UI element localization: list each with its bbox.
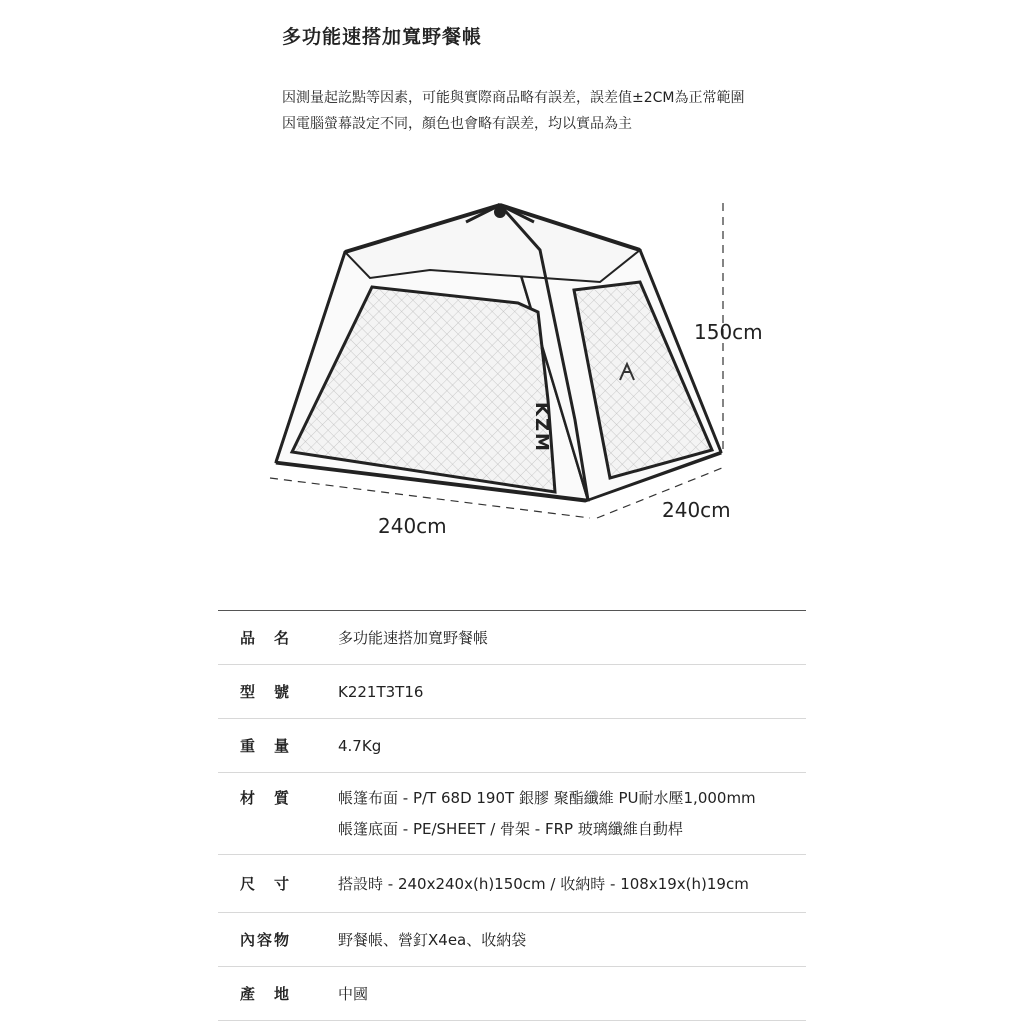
spec-label: 產 地 bbox=[240, 985, 292, 1003]
spec-row-weight bbox=[218, 719, 806, 773]
spec-value: 4.7Kg bbox=[338, 736, 382, 755]
measurement-note: 因測量起訖點等因素，可能與實際商品略有誤差，誤差值±2CM為正常範圍 bbox=[282, 90, 745, 106]
spec-label: 材 質 bbox=[240, 789, 292, 807]
spec-row-contents bbox=[218, 913, 806, 967]
spec-value: 帳篷布面 - P/T 68D 190T 銀膠 聚酯纖維 PU耐水壓1,000mm bbox=[338, 789, 756, 807]
kzm-brand-text: KZM bbox=[531, 402, 552, 453]
depth-label: 240cm bbox=[662, 498, 731, 522]
spec-label: 品 名 bbox=[240, 629, 292, 647]
color-note: 因電腦螢幕設定不同，顏色也會略有誤差，均以實品為主 bbox=[282, 116, 632, 132]
spec-value: K221T3T16 bbox=[338, 682, 424, 701]
product-title: 多功能速搭加寬野餐帳 bbox=[282, 26, 483, 48]
spec-value: 野餐帳、營釘X4ea、收納袋 bbox=[338, 931, 527, 949]
spec-row-origin bbox=[218, 967, 806, 1021]
spec-row-model bbox=[218, 665, 806, 719]
spec-row-material bbox=[218, 773, 806, 855]
tent-illustration bbox=[276, 205, 721, 500]
height-label: 150cm bbox=[694, 320, 763, 344]
spec-value: 帳篷底面 - PE/SHEET / 骨架 - FRP 玻璃纖維自動桿 bbox=[338, 820, 683, 838]
spec-row-size bbox=[218, 855, 806, 913]
spec-label: 內容物 bbox=[240, 931, 292, 949]
spec-label: 尺 寸 bbox=[240, 875, 292, 893]
spec-value: 搭設時 - 240x240x(h)150cm / 收納時 - 108x19x(h)19cm bbox=[338, 875, 749, 893]
spec-row-name bbox=[218, 611, 806, 665]
spec-value: 中國 bbox=[338, 985, 369, 1003]
spec-table bbox=[218, 610, 806, 1021]
width-label: 240cm bbox=[378, 514, 447, 538]
spec-label: 重 量 bbox=[240, 737, 292, 755]
spec-label: 型 號 bbox=[240, 683, 292, 701]
spec-value: 多功能速搭加寬野餐帳 bbox=[338, 629, 489, 647]
